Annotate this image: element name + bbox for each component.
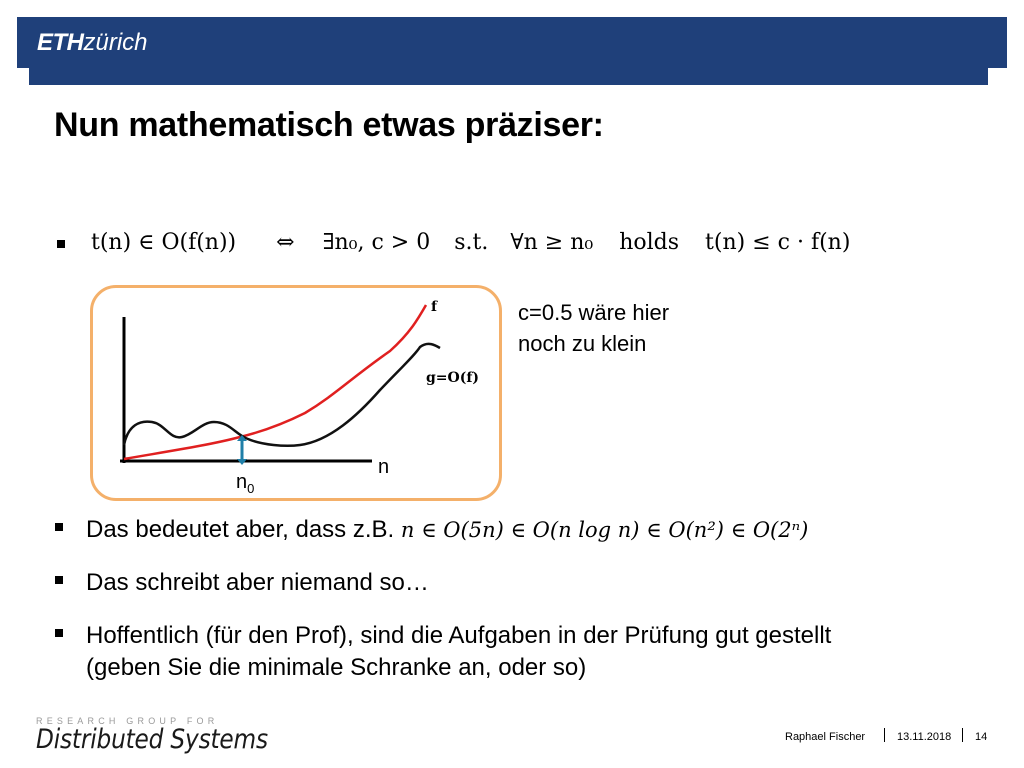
definition-holds: holds [619,230,680,255]
header-bar [17,17,1007,85]
bullet-item-3 [86,620,831,684]
footer-author: Raphael Fischer [785,731,866,743]
definition-rhs: t(n) ≤ c · f(n) [705,230,851,255]
bullet-marker [55,576,63,584]
bullet-marker [55,629,63,637]
footer-page-number: 14 [975,731,988,743]
slide-title: Nun mathematisch etwas präziser: [54,106,604,144]
bullet-3-line-1: Hoffentlich (für den Prof), sind die Aufgaben in der Prüfung gut gestellt [86,622,832,649]
bullet-marker [55,523,63,531]
definition-st: s.t. [454,230,489,255]
big-o-graph [90,285,502,501]
label-g: g=O(f) [426,370,479,386]
logo-zurich: zürich [83,29,148,56]
note-line-2: noch zu klein [518,331,647,356]
bullet-marker [57,240,65,248]
definition-forall: ∀n ≥ n₀ [510,230,594,255]
definition-exists: ∃n₀, c > 0 [322,230,431,255]
note-line-1: c=0.5 wäre hier [518,300,670,325]
f-curve [124,305,426,459]
definition-lhs: t(n) ∈ O(f(n)) [91,230,237,255]
footer-separator [884,728,885,742]
header-corner-right [988,68,1007,85]
logo-eth: ETH [37,29,84,56]
g-curve [124,344,440,446]
label-n: n [378,456,390,478]
bullet-1-text: Das bedeutet aber, dass z.B. [86,516,395,543]
label-n0: $n_0$ [236,471,255,496]
figure-note [518,297,669,359]
eth-zurich-logo[interactable] [37,29,148,57]
bullet-1-math: n ∈ O(5n) ∈ O(n log n) ∈ O(n²) ∈ O(2ⁿ) [400,518,809,542]
bullet-3-line-2: (geben Sie die minimale Schranke an, oder so) [86,654,587,681]
footer-date: 13.11.2018 [897,731,952,743]
bullet-item-1 [86,514,808,546]
footer-separator [962,728,963,742]
definition-iff: ⇔ [276,230,295,255]
footer-brand: Distributed Systems [36,724,268,755]
footer-research-group: RESEARCH GROUP FOR [36,716,219,726]
header-corner-left [17,68,29,85]
label-f: f [431,299,438,315]
bullet-item-2: Das schreibt aber niemand so… [86,569,429,596]
big-o-definition [91,230,850,255]
